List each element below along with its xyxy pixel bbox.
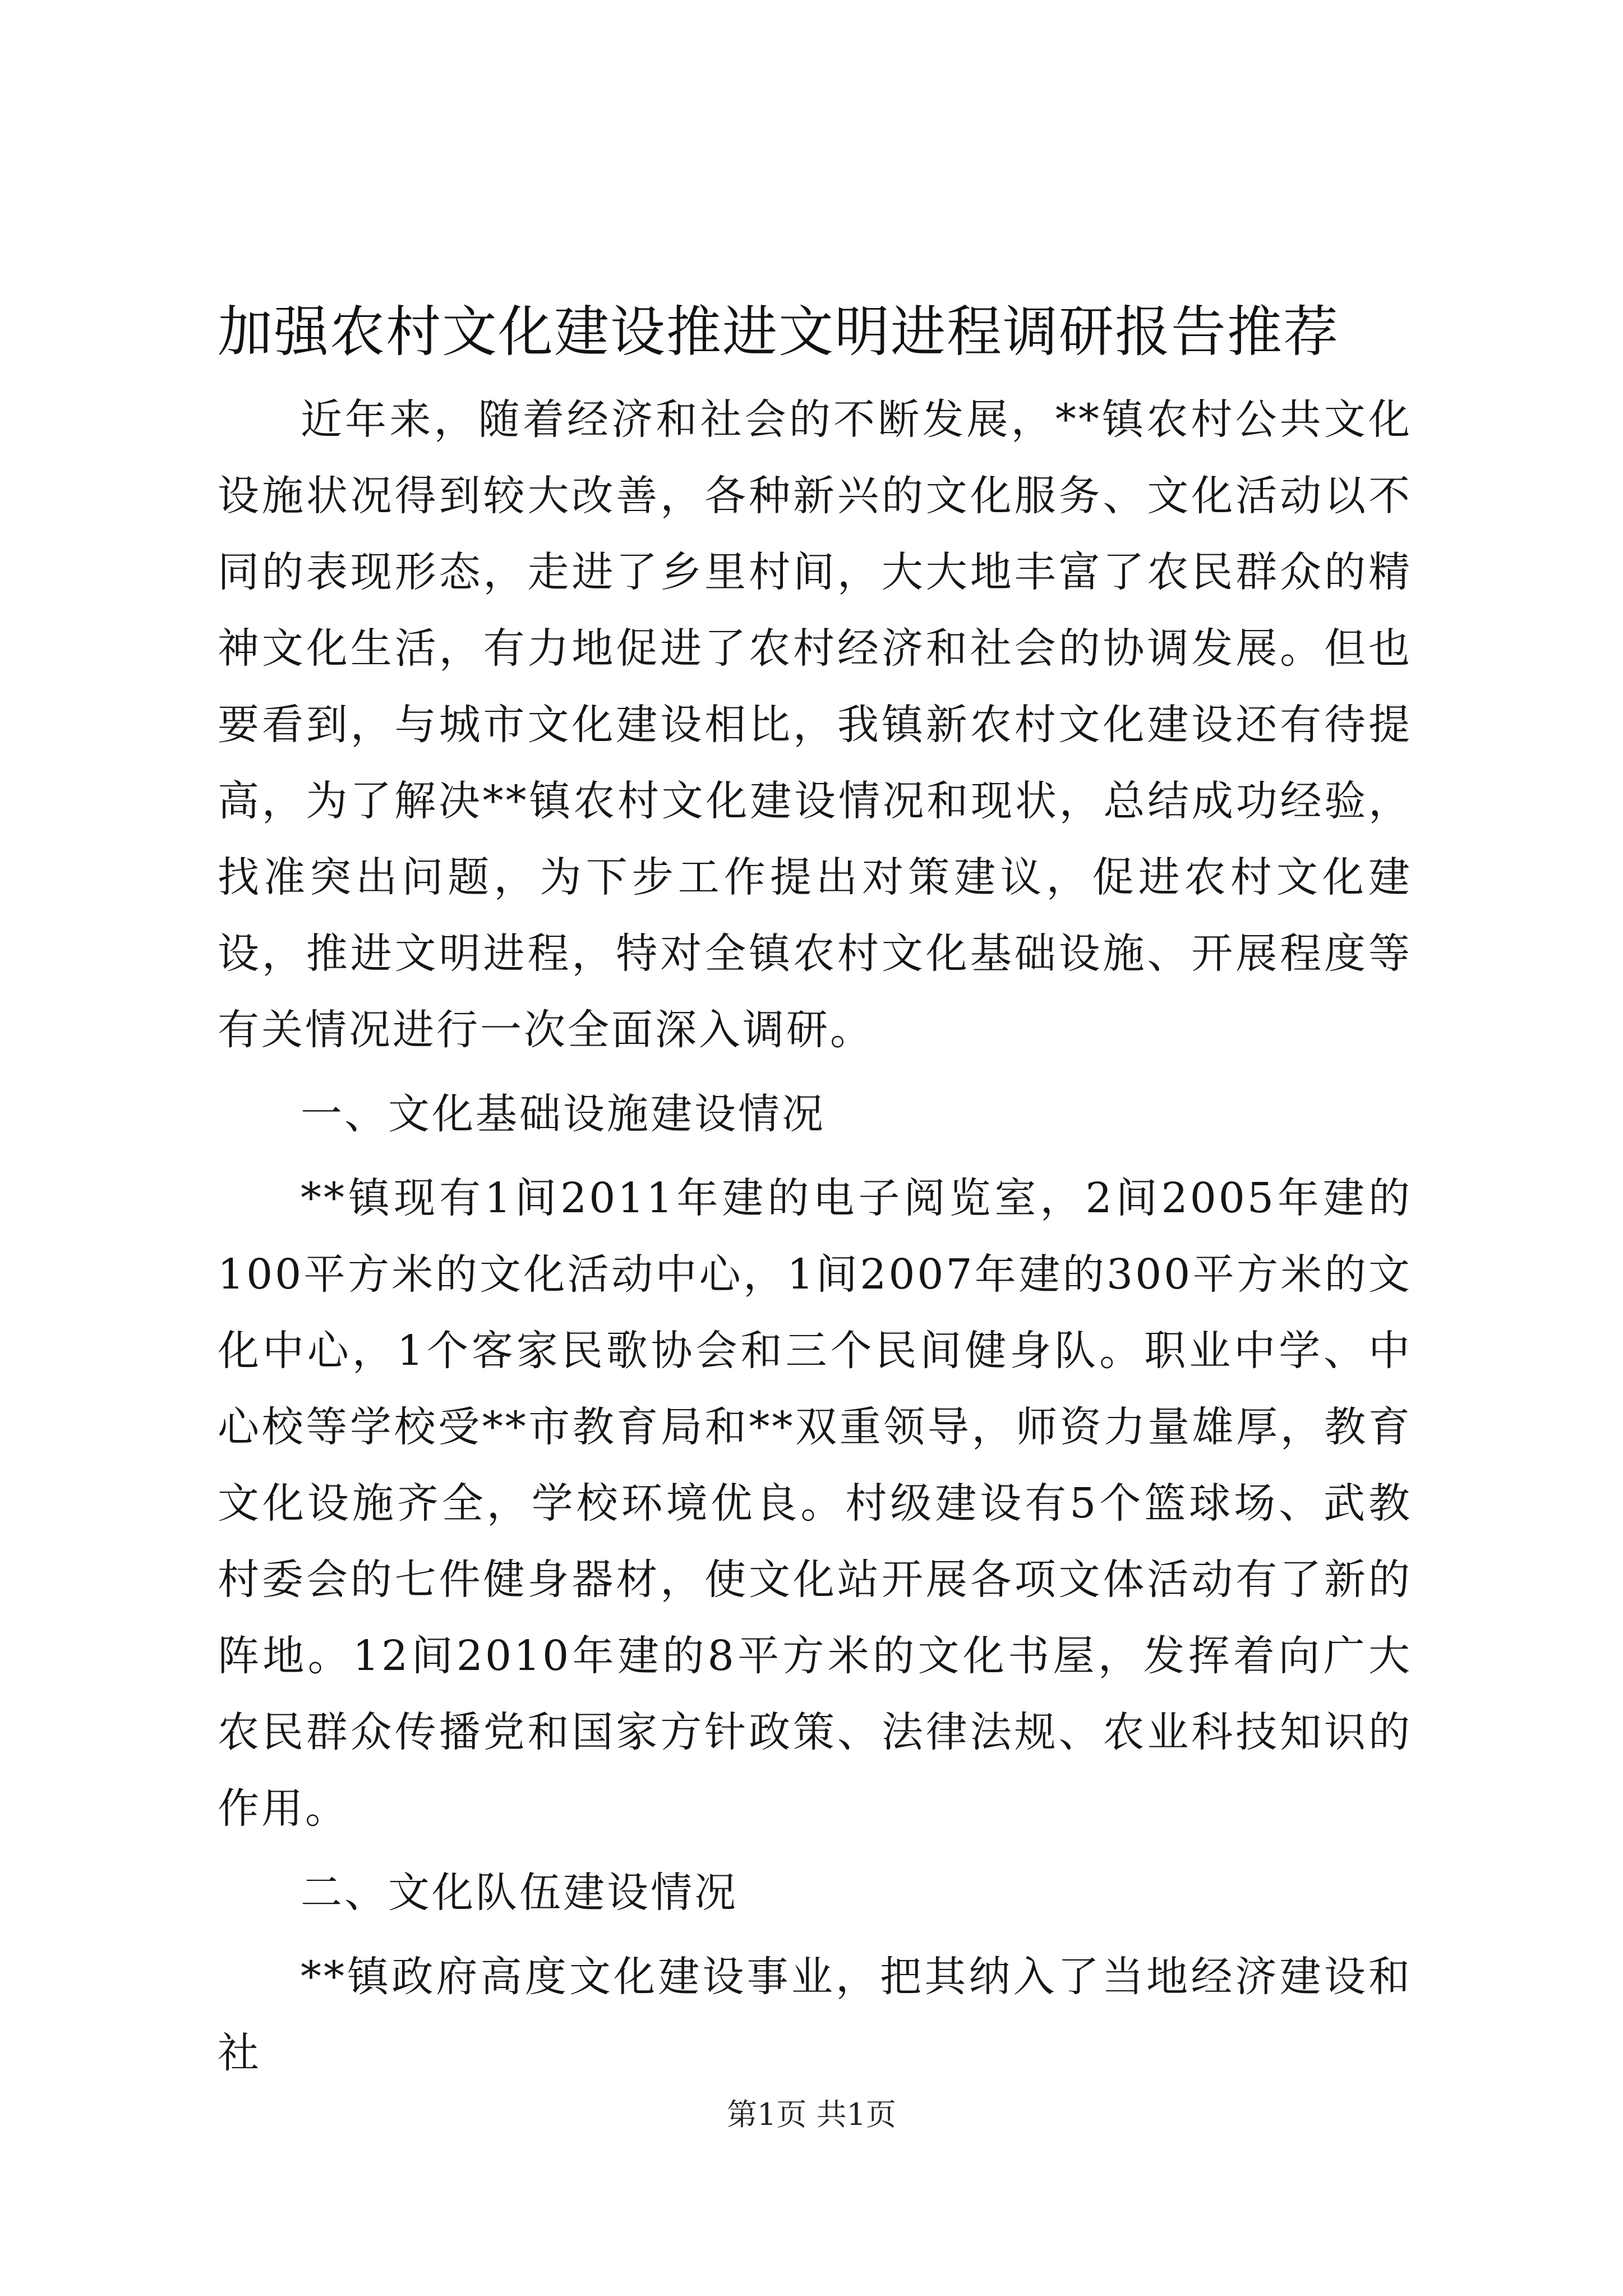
page-footer: 第1页 共1页 <box>727 2097 896 2132</box>
intro-paragraph: 近年来，随着经济和社会的不断发展，**镇农村公共文化设施状况得到较大改善，各种新兴的文化服务、文化活动以不同的表现形态，走进了乡里村间，大大地丰富了农民群众的精神文化生活，有力地促进了农村经济和社会的协调发展。但也要看到，与城市文化建设相比，我镇新农村文化建设还有待提高，为了解决**镇农村文化建设情况和现状，总结成功经验，找准突出问题，为下步工作提出对策建议，促进农村文化建设，推进文明进程，特对全镇农村文化基础设施、开展程度等有关情况进行一次全面深入调研。 <box>218 395 1412 1054</box>
section-heading-team: 二、文化队伍建设情况 <box>301 1869 738 1917</box>
document-body <box>218 381 1412 2099</box>
infrastructure-paragraph: **镇现有1间2011年建的电子阅览室，2间2005年建的100平方米的文化活动中心，1间2007年建的300平方米的文化中心，1个客家民歌协会和三个民间健身队。职业中学、中心校等学校受**市教育局和**双重领导，师资力量雄厚，教育文化设施齐全，学校环境优良。村级建设有5个篮球场、武教村委会的七件健身器材，使文化站开展各项文体活动有了新的阵地。12间2010年建的8平方米的文化书屋，发挥着向广大农民群众传播党和国家方针政策、法律法规、农业科技知识的作用。 <box>218 1174 1412 1833</box>
section-heading-infrastructure: 一、文化基础设施建设情况 <box>301 1090 826 1138</box>
document-title: 加强农村文化建设推进文明进程调研报告推荐 <box>218 300 1340 364</box>
team-paragraph: **镇政府高度文化建设事业，把其纳入了当地经济建设和社 <box>218 1953 1412 2077</box>
